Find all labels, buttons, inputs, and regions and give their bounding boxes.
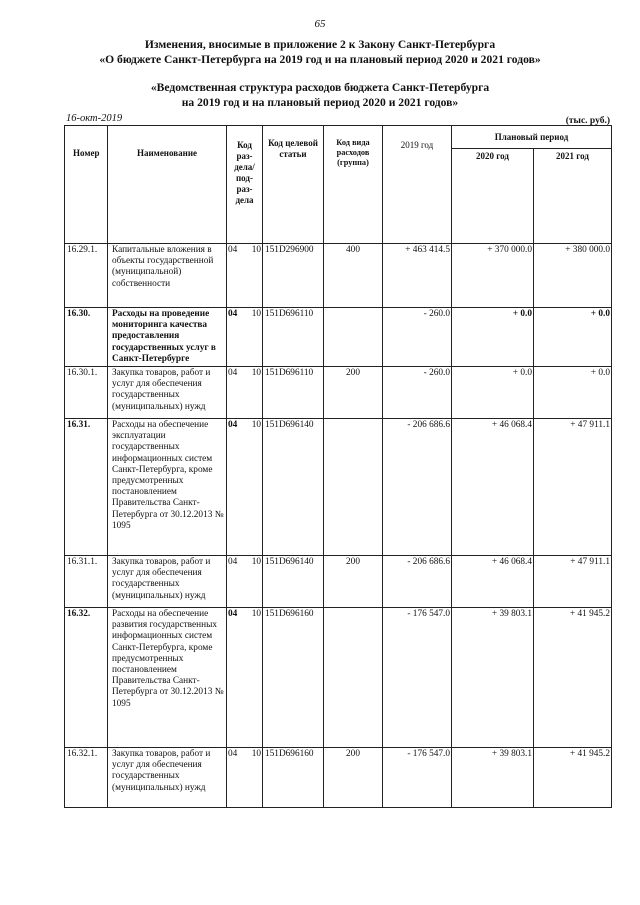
row-target-code: 151D696140 [263,419,324,556]
row-section: 04 [228,245,238,255]
row-section: 04 [228,368,238,379]
row-expense-code [324,419,383,556]
row-value-2019: - 176 547.0 [383,748,452,808]
row-number: 16.29.1. [65,244,108,308]
row-section-code [227,367,263,419]
table-row [65,244,612,308]
row-value-2020: + 0.0 [452,308,534,367]
row-section-code [227,748,263,808]
budget-table [64,125,612,808]
row-number: 16.30. [65,308,108,367]
row-value-2021: + 0.0 [534,367,612,419]
row-number: 16.31. [65,419,108,556]
row-section: 04 [228,749,238,760]
row-value-2020: + 39 803.1 [452,748,534,808]
table-row [65,556,612,608]
row-section-code [227,308,263,367]
row-value-2020: + 370 000.0 [452,244,534,308]
row-value-2021: + 380 000.0 [534,244,612,308]
table-row [65,308,612,367]
row-subsection: 10 [251,609,261,620]
row-name: Закупка товаров, работ и услуг для обеспечения государственных (муниципальных) нужд [108,367,227,419]
row-value-2021: + 47 911.1 [534,556,612,608]
row-value-2020: + 0.0 [452,367,534,419]
header-planned-period: Плановый период [452,126,612,149]
document-date: 16-окт-2019 [66,113,123,124]
row-expense-code: 200 [324,748,383,808]
row-value-2019: - 206 686.6 [383,556,452,608]
header-year-2021: 2021 год [534,149,612,244]
row-name: Закупка товаров, работ и услуг для обеспечения государственных (муниципальных) нужд [108,748,227,808]
header-year-2019: 2019 год [383,126,452,244]
header-section-code: Код раз- дела/ под- раз- дела [227,126,263,244]
row-number: 16.32.1. [65,748,108,808]
row-section-code [227,244,263,308]
row-target-code: 151D696160 [263,748,324,808]
header-name: Наименование [108,126,227,244]
title-line: «О бюджете Санкт-Петербурга на 2019 год и на плановый период 2020 и 2021 годов» [99,53,541,66]
row-value-2019: - 260.0 [383,367,452,419]
table-row [65,748,612,808]
row-value-2020: + 46 068.4 [452,419,534,556]
row-value-2019: - 206 686.6 [383,419,452,556]
table-body [65,244,612,808]
title-line: Изменения, вносимые в приложение 2 к Закону Санкт-Петербурга [144,38,496,51]
row-target-code: 151D696140 [263,556,324,608]
row-section-code [227,556,263,608]
row-subsection: 10 [251,309,261,319]
header-number: Номер [65,126,108,244]
row-name: Расходы на обеспечение развития государственных информационных систем Санкт-Петербурга, кроме предусмотренных постановлением Правительства Санкт-Петербурга от 30.12.2013 № 1095 [108,608,227,748]
row-target-code: 151D696110 [263,308,324,367]
table-row [65,367,612,419]
table-header [65,126,612,244]
row-number: 16.30.1. [65,367,108,419]
row-subsection: 10 [251,749,261,760]
row-name: Закупка товаров, работ и услуг для обеспечения государственных (муниципальных) нужд [108,556,227,608]
row-section: 04 [228,609,238,620]
table-row [65,608,612,748]
subtitle-line: на 2019 год и на плановый период 2020 и 2021 годов» [181,96,459,109]
page-number: 65 [314,18,326,30]
row-name: Капитальные вложения в объекты государственной (муниципальной) собственности [108,244,227,308]
header-year-2020: 2020 год [452,149,534,244]
row-section: 04 [228,557,238,568]
unit-label: (тыс. руб.) [565,116,610,126]
row-section: 04 [228,309,238,319]
header-target-code: Код целевой статьи [263,126,324,244]
row-target-code: 151D696160 [263,608,324,748]
row-subsection: 10 [251,420,261,431]
row-subsection: 10 [251,245,261,255]
row-value-2021: + 41 945.2 [534,608,612,748]
row-value-2020: + 46 068.4 [452,556,534,608]
row-value-2019: + 463 414.5 [383,244,452,308]
row-value-2021: + 47 911.1 [534,419,612,556]
table-row [65,419,612,556]
row-target-code: 151D696110 [263,367,324,419]
row-subsection: 10 [251,368,261,379]
row-target-code: 151D296900 [263,244,324,308]
document-subtitle [0,80,640,110]
row-value-2021: + 41 945.2 [534,748,612,808]
row-name: Расходы на обеспечение эксплуатации государственных информационных систем Санкт-Петербурга, кроме предусмотренных постановлением Правительства Санкт-Петербурга от 30.12.2013 № 1095 [108,419,227,556]
row-number: 16.32. [65,608,108,748]
row-section: 04 [228,420,238,431]
row-value-2021: + 0.0 [534,308,612,367]
row-expense-code: 200 [324,367,383,419]
row-name: Расходы на проведение мониторинга качества предоставления государственных услуг в Санкт-Петербурге [108,308,227,367]
row-section-code [227,608,263,748]
document-title [0,37,640,67]
row-expense-code: 400 [324,244,383,308]
row-expense-code [324,608,383,748]
subtitle-line: «Ведомственная структура расходов бюджета Санкт-Петербурга [150,81,490,94]
row-value-2019: - 260.0 [383,308,452,367]
row-number: 16.31.1. [65,556,108,608]
row-value-2019: - 176 547.0 [383,608,452,748]
row-value-2020: + 39 803.1 [452,608,534,748]
row-expense-code: 200 [324,556,383,608]
row-subsection: 10 [251,557,261,568]
header-expense-code: Код вида расходов (группа) [324,126,383,244]
row-expense-code [324,308,383,367]
row-section-code [227,419,263,556]
